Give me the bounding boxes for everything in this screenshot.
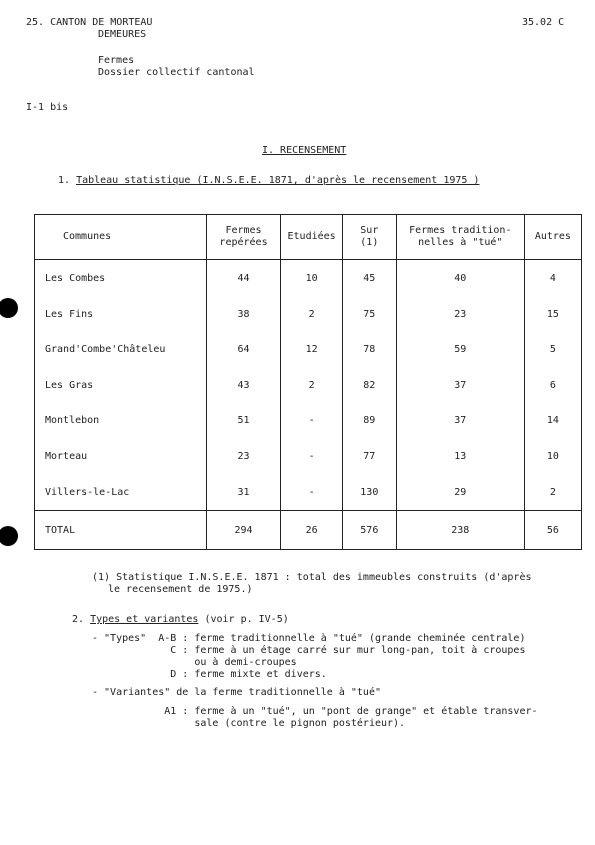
types-heading-title: Types et variantes <box>90 614 199 625</box>
cell-sur: 45 <box>342 260 396 297</box>
cell-fermes-traditionnelles: 13 <box>396 438 524 473</box>
hole-punch-top <box>0 298 18 318</box>
cell-fermes-traditionnelles: 29 <box>396 474 524 511</box>
column-header-autres: Autres <box>524 215 581 260</box>
cell-etudiees: - <box>281 438 342 473</box>
types-line-d: D : ferme mixte et divers. <box>92 669 327 680</box>
table-row <box>35 474 582 511</box>
cell-fermes-reperees: 51 <box>206 403 281 438</box>
cell-autres: 2 <box>524 474 581 511</box>
table-row <box>35 297 582 332</box>
variantes-heading: - "Variantes" de la ferme traditionnelle à "tué" <box>92 687 381 698</box>
total-sur: 576 <box>342 511 396 550</box>
cell-fermes-reperees: 43 <box>206 367 281 402</box>
cell-sur: 130 <box>342 474 396 511</box>
header-subject: Fermes <box>98 55 135 66</box>
types-line-c-cont: ou à demi-croupes <box>92 657 297 668</box>
cell-sur: 82 <box>342 367 396 402</box>
cell-etudiees: - <box>281 403 342 438</box>
cell-autres: 6 <box>524 367 581 402</box>
table-header-row <box>35 215 582 260</box>
cell-sur: 75 <box>342 297 396 332</box>
column-header-communes: Communes <box>35 215 207 260</box>
cell-sur: 77 <box>342 438 396 473</box>
commune-name: Morteau <box>35 438 207 473</box>
column-header-etudiees: Etudiées <box>281 215 342 260</box>
cell-etudiees: 2 <box>281 297 342 332</box>
cell-etudiees: 2 <box>281 367 342 402</box>
cell-fermes-traditionnelles: 37 <box>396 367 524 402</box>
table-row <box>35 403 582 438</box>
cell-autres: 4 <box>524 260 581 297</box>
footnote-line-1: (1) Statistique I.N.S.E.E. 1871 : total des immeubles construits (d'après <box>92 572 532 583</box>
table-heading-title: Tableau statistique (I.N.S.E.E. 1871, d'après le recensement 1975 ) <box>76 175 480 186</box>
table-row <box>35 367 582 402</box>
table-heading <box>58 175 479 186</box>
variantes-line-a1: A1 : ferme à un "tué", un "pont de grange" et étable transver- <box>92 706 538 717</box>
variantes-line-a1-cont: sale (contre le pignon postérieur). <box>92 718 406 729</box>
table-row <box>35 332 582 367</box>
hole-punch-bottom <box>0 526 18 546</box>
column-header-fermes-traditionnelles: Fermes tradition- nelles à "tué" <box>396 215 524 260</box>
page-reference: I-1 bis <box>26 102 69 113</box>
table-row <box>35 438 582 473</box>
total-autres: 56 <box>524 511 581 550</box>
section-title: I. RECENSEMENT <box>262 145 347 156</box>
cell-fermes-traditionnelles: 40 <box>396 260 524 297</box>
types-line-c: C : ferme à un étage carré sur mur long-pan, toit à croupes <box>92 645 526 656</box>
types-heading-number: 2. <box>72 614 91 625</box>
header-reference-code: 35.02 C <box>522 17 565 28</box>
total-etudiees: 26 <box>281 511 342 550</box>
commune-name: Grand'Combe'Châteleu <box>35 332 207 367</box>
cell-fermes-traditionnelles: 37 <box>396 403 524 438</box>
cell-fermes-traditionnelles: 59 <box>396 332 524 367</box>
cell-fermes-reperees: 23 <box>206 438 281 473</box>
types-line-ab: - "Types" A-B : ferme traditionnelle à "tué" (grande cheminée centrale) <box>92 633 526 644</box>
commune-name: Les Fins <box>35 297 207 332</box>
commune-name: Montlebon <box>35 403 207 438</box>
header-dossier: Dossier collectif cantonal <box>98 67 255 78</box>
cell-fermes-reperees: 44 <box>206 260 281 297</box>
table-total-row <box>35 511 582 550</box>
types-heading-reference: (voir p. IV-5) <box>198 614 289 625</box>
total-label: TOTAL <box>35 511 207 550</box>
cell-fermes-reperees: 38 <box>206 297 281 332</box>
commune-name: Villers-le-Lac <box>35 474 207 511</box>
table-heading-number: 1. <box>58 175 77 186</box>
statistics-table <box>34 214 582 550</box>
column-header-sur: Sur (1) <box>342 215 396 260</box>
cell-sur: 78 <box>342 332 396 367</box>
cell-autres: 10 <box>524 438 581 473</box>
cell-autres: 5 <box>524 332 581 367</box>
cell-fermes-traditionnelles: 23 <box>396 297 524 332</box>
cell-etudiees: 10 <box>281 260 342 297</box>
column-header-fermes-reperees: Fermes repérées <box>206 215 281 260</box>
commune-name: Les Gras <box>35 367 207 402</box>
cell-sur: 89 <box>342 403 396 438</box>
header-canton: 25. CANTON DE MORTEAU <box>26 17 153 28</box>
cell-etudiees: - <box>281 474 342 511</box>
cell-autres: 15 <box>524 297 581 332</box>
cell-fermes-reperees: 31 <box>206 474 281 511</box>
cell-autres: 14 <box>524 403 581 438</box>
types-heading <box>72 614 289 625</box>
header-category: DEMEURES <box>98 29 147 40</box>
total-fermes-traditionnelles: 238 <box>396 511 524 550</box>
total-fermes-reperees: 294 <box>206 511 281 550</box>
commune-name: Les Combes <box>35 260 207 297</box>
table-row <box>35 260 582 297</box>
cell-fermes-reperees: 64 <box>206 332 281 367</box>
cell-etudiees: 12 <box>281 332 342 367</box>
footnote-line-2: le recensement de 1975.) <box>108 584 253 595</box>
